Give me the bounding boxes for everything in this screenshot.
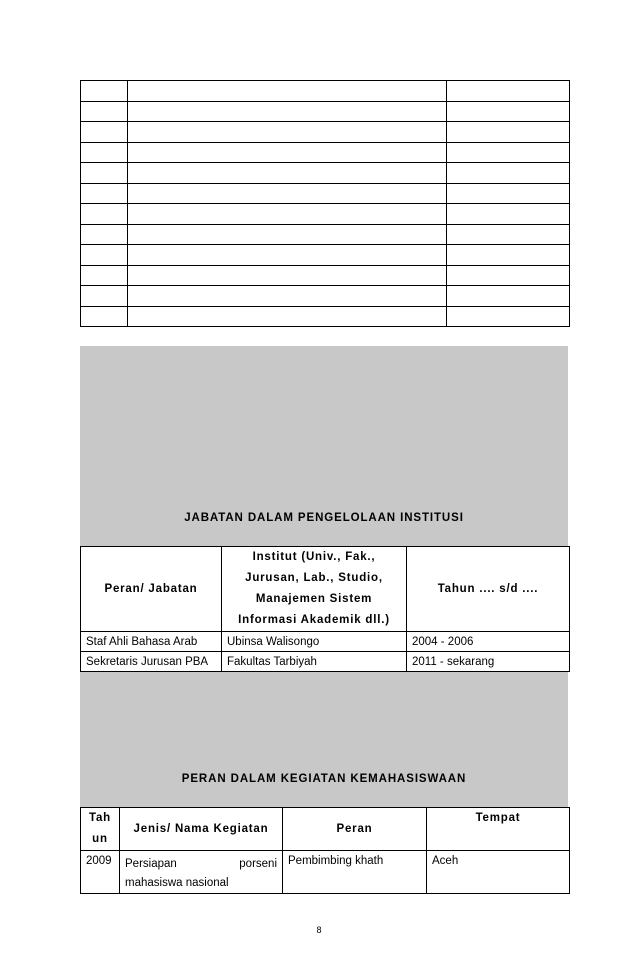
kemahasiswaan-cell-place: Aceh [427,851,570,894]
kemahasiswaan-header-place: Tempat [427,808,570,851]
jabatan-title: JABATAN DALAM PENGELOLAAN INSTITUSI [184,512,464,524]
kemahasiswaan-cell-activity: Persiapan porseni mahasiswa nasional [120,851,283,894]
jabatan-header-row [81,547,570,632]
blank-table-cell [447,122,570,143]
blank-table-cell [447,183,570,204]
blank-table-cell [447,265,570,286]
blank-table-cell [447,81,570,102]
jabatan-cell-role: Staf Ahli Bahasa Arab [81,632,222,652]
blank-table-body [81,81,570,327]
kemahasiswaan-cell-role: Pembimbing khath [283,851,427,894]
kemahasiswaan-header-row [81,808,570,851]
blank-table-cell [128,122,447,143]
jabatan-cell-role: Sekretaris Jurusan PBA [81,652,222,672]
blank-table-row [81,286,570,307]
blank-table-cell [81,224,128,245]
blank-table-cell [447,245,570,266]
kemahasiswaan-header-role: Peran [283,808,427,851]
blank-table-cell [447,101,570,122]
blank-table-cell [447,286,570,307]
blank-table-cell [81,286,128,307]
blank-table-row [81,122,570,143]
blank-table-row [81,265,570,286]
blank-table-cell [128,163,447,184]
blank-table-cell [81,142,128,163]
blank-table-row [81,306,570,327]
table-row [81,652,570,672]
blank-table-row [81,204,570,225]
table-row [81,851,570,894]
blank-table-cell [81,163,128,184]
blank-table-cell [128,245,447,266]
kemahasiswaan-header-activity: Jenis/ Nama Kegiatan [120,808,283,851]
blank-table-cell [447,204,570,225]
kemahasiswaan-title: PERAN DALAM KEGIATAN KEMAHASISWAAN [181,773,467,785]
blank-table-cell [447,224,570,245]
jabatan-cell-year: 2011 - sekarang [407,652,570,672]
blank-table-cell [81,265,128,286]
kemahasiswaan-table [80,807,570,894]
blank-table-cell [128,183,447,204]
jabatan-cell-year: 2004 - 2006 [407,632,570,652]
blank-table-cell [81,204,128,225]
jabatan-header-role: Peran/ Jabatan [81,547,222,632]
blank-table-cell [81,122,128,143]
jabatan-cell-institution: Fakultas Tarbiyah [222,652,407,672]
jabatan-table [80,546,570,672]
blank-table [80,80,570,327]
blank-table-cell [128,224,447,245]
blank-table-row [81,101,570,122]
blank-table-cell [128,204,447,225]
blank-table-cell [128,101,447,122]
jabatan-header-year: Tahun .... s/d .... [407,547,570,632]
blank-table-cell [81,81,128,102]
blank-table-row [81,142,570,163]
blank-table-cell [128,286,447,307]
blank-table-row [81,81,570,102]
blank-table-cell [81,245,128,266]
jabatan-header-institution: Institut (Univ., Fak., Jurusan, Lab., Studio, Manajemen Sistem Informasi Akademik dll.) [222,547,407,632]
kemahasiswaan-header-year: Tahun [81,808,120,851]
table-row [81,632,570,652]
kemahasiswaan-cell-year: 2009 [81,851,120,894]
blank-table-cell [128,265,447,286]
blank-table-row [81,183,570,204]
jabatan-cell-institution: Ubinsa Walisongo [222,632,407,652]
blank-table-cell [447,306,570,327]
page-number: 8 [316,925,322,935]
blank-table-cell [128,142,447,163]
blank-table-cell [81,101,128,122]
blank-table-row [81,224,570,245]
blank-table-cell [128,306,447,327]
blank-table-cell [81,306,128,327]
blank-table-cell [447,163,570,184]
blank-table-cell [447,142,570,163]
blank-table-row [81,163,570,184]
blank-table-cell [81,183,128,204]
blank-table-row [81,245,570,266]
blank-table-cell [128,81,447,102]
